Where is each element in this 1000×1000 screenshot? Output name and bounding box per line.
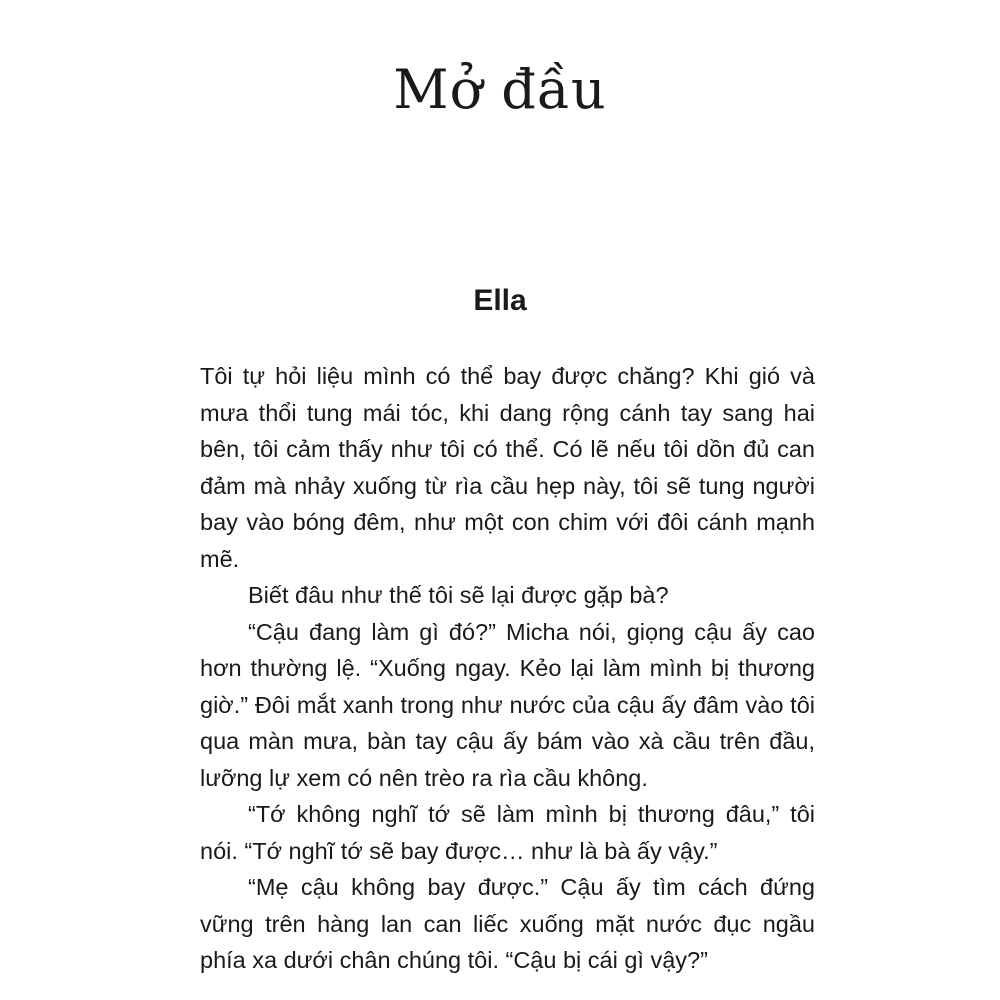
paragraph-2: Biết đâu như thế tôi sẽ lại được gặp bà? bbox=[248, 582, 669, 608]
paragraph-3: “Cậu đang làm gì đó?” Micha nói, giọng cậu ấy cao hơn thường lệ. “Xuống ngay. Kẻo lại làm mình bị thương giờ.” Đôi mắt xanh trong như nước của cậu ấy đâm vào tôi qua màn mưa, bàn tay cậu ấy bám vào xà cầu trên đầu, lưỡng lự xem có nên trèo ra rìa cầu không. bbox=[200, 618, 815, 791]
chapter-title: Mở đầu bbox=[393, 58, 607, 121]
body-text bbox=[200, 358, 815, 979]
paragraph-4: “Tớ không nghĩ tớ sẽ làm mình bị thương đâu,” tôi nói. “Tớ nghĩ tớ sẽ bay được… như là bà ấy vậy.” bbox=[200, 801, 815, 864]
paragraph-5: “Mẹ cậu không bay được.” Cậu ấy tìm cách đứng vững trên hàng lan can liếc xuống mặt nước đục ngầu phía xa dưới chân chúng tôi. “Cậu bị cái gì vậy?” bbox=[200, 874, 815, 973]
paragraph-1: Tôi tự hỏi liệu mình có thể bay được chăng? Khi gió và mưa thổi tung mái tóc, khi dang rộng cánh tay sang hai bên, tôi cảm thấy như tôi có thể. Có lẽ nếu tôi dồn đủ can đảm mà nhảy xuống từ rìa cầu hẹp này, tôi sẽ tung người bay vào bóng đêm, như một con chim với đôi cánh mạnh mẽ. bbox=[200, 363, 815, 572]
section-heading: Ella bbox=[473, 284, 527, 317]
